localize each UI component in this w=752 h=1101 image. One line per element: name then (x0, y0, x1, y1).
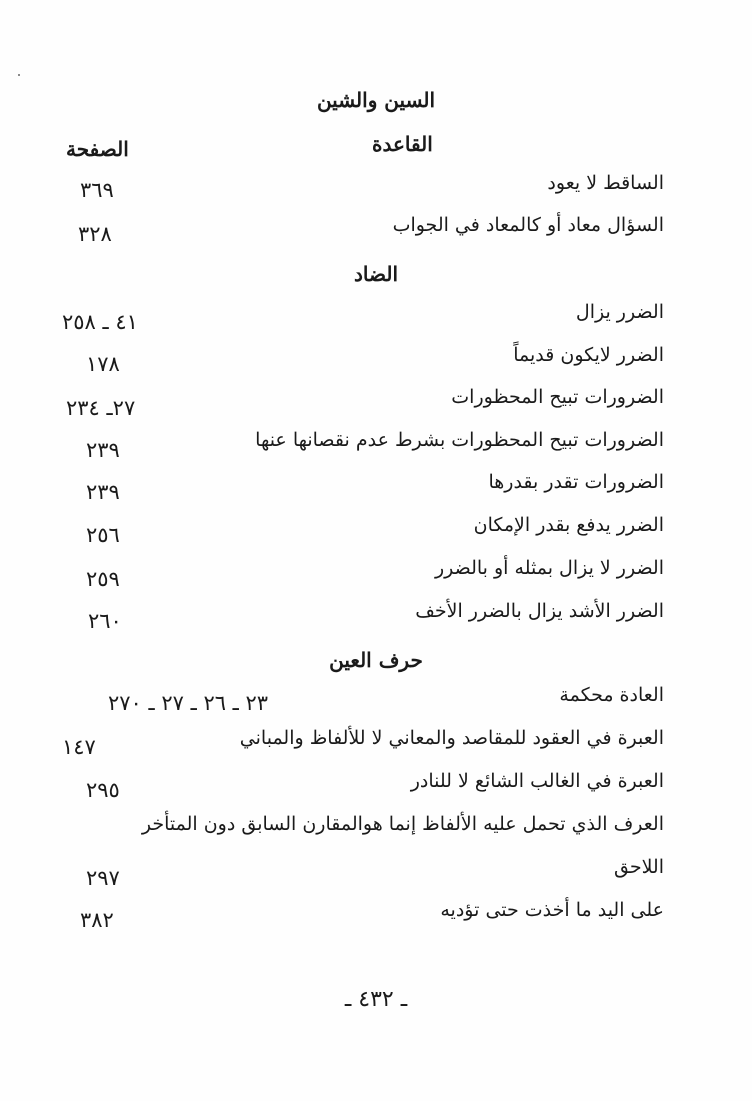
index-entry-text: الساقط لا يعود (547, 172, 664, 194)
index-entry-text: الضرر يزال (575, 301, 664, 323)
index-entry-page: ٢٣٩ (86, 480, 120, 504)
index-entry-text: الضرر يدفع بقدر الإمكان (473, 514, 664, 536)
section-title-ayn: حرف العين (329, 648, 423, 672)
index-entry-page: ٢٩٧ (86, 866, 120, 890)
index-entry-page: ٢٧ـ ٢٣٤ (66, 396, 136, 420)
index-entry-text: العبرة في العقود للمقاصد والمعاني لا للألفاظ والمباني (239, 727, 664, 749)
index-entry-page: ٤١ ـ ٢٥٨ (62, 310, 138, 334)
index-entry-text: اللاحق (614, 856, 664, 878)
index-entry-page: ٣٨٢ (80, 908, 114, 932)
section-title-sin-shin: السين والشين (316, 88, 436, 112)
index-entry-text: العرف الذي تحمل عليه الألفاظ إنما هوالمقارن السابق دون المتأخر (141, 813, 664, 835)
column-header-page: الصفحة (66, 137, 129, 161)
index-entry-text: الضرر لايكون قديماً (513, 344, 664, 366)
index-entry-page: ٢٦٠ (88, 609, 122, 633)
index-entry-page: ٣٦٩ (80, 178, 114, 202)
footer-page-number: ـ ٤٣٢ ـ (344, 987, 408, 1012)
index-entry-page: ٢٣ ـ ٢٦ ـ ٢٧ ـ ٢٧٠ (108, 691, 269, 715)
index-entry-text: العبرة في الغالب الشائع لا للنادر (410, 770, 664, 792)
index-entry-text: الضرورات تبيح المحظورات (451, 386, 664, 408)
scan-speck (18, 74, 20, 76)
index-entry-page: ١٧٨ (86, 352, 120, 376)
section-title-dad: الضاد (354, 262, 398, 286)
index-entry-page: ٣٢٨ (78, 222, 112, 246)
index-entry-page: ١٤٧ (62, 735, 96, 759)
index-entry-page: ٢٥٦ (86, 523, 120, 547)
index-entry-text: الضرورات تقدر بقدرها (488, 471, 664, 493)
index-entry-text: العادة محكمة (559, 684, 664, 706)
index-entry-text: السؤال معاد أو كالمعاد في الجواب (392, 214, 664, 236)
index-entry-text: الضرر لا يزال بمثله أو بالضرر (434, 557, 664, 579)
column-header-rule: القاعدة (372, 132, 433, 156)
index-entry-page: ٢٩٥ (86, 778, 120, 802)
index-entry-text: الضرورات تبيح المحظورات بشرط عدم نقصانها عنها (255, 429, 664, 451)
index-entry-text: الضرر الأشد يزال بالضرر الأخف (415, 600, 664, 622)
index-entry-page: ٢٣٩ (86, 438, 120, 462)
index-entry-page: ٢٥٩ (86, 567, 120, 591)
index-entry-text: على اليد ما أخذت حتى تؤديه (440, 899, 664, 921)
